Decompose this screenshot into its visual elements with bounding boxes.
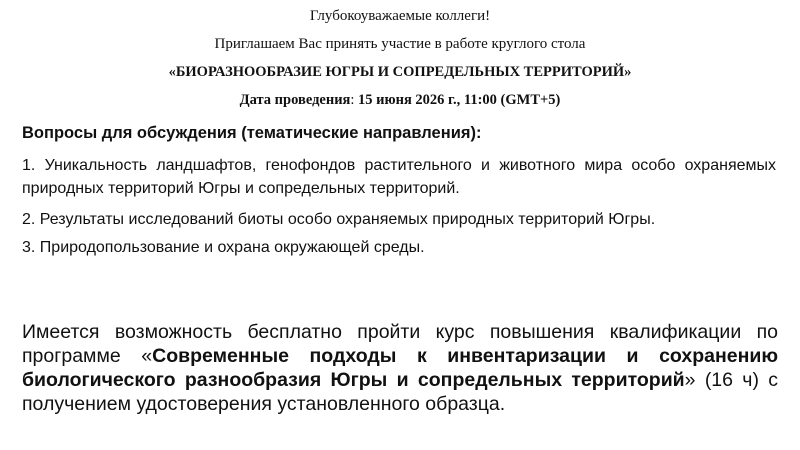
course-intro: Имеется возможность бесплатно пройти курс повышения квалификации по программе «	[22, 321, 778, 367]
topic-item: 1. Уникальность ландшафтов, генофондов растительного и животного мира особо охраняемых природных территорий Югры и сопредельных территорий.	[22, 157, 776, 197]
course-outro: » (16 ч) с получением удостоверения установленного образца.	[22, 369, 778, 415]
course-paragraph	[22, 320, 778, 416]
greeting: Глубокоуважаемые коллеги!	[309, 8, 491, 24]
topic-item: 3. Природопользование и охрана окружающей среды.	[22, 239, 425, 256]
event-date: Дата проведения: 15 июня 2026 г., 11:00 (GMT+5)	[239, 92, 561, 108]
topics-title: Вопросы для обсуждения (тематические направления):	[22, 124, 482, 142]
invitation-line: Приглашаем Вас принять участие в работе круглого стола	[214, 36, 586, 52]
topic-item: 2. Результаты исследований биоты особо охраняемых природных территорий Югры.	[22, 211, 656, 228]
date-value: 15 июня 2026 г., 11:00 (GMT+5)	[358, 92, 561, 108]
date-label: Дата проведения	[239, 92, 351, 108]
course-program-title: Современные подходы к инвентаризации и сохранению биологического разнообразия Югры и сопредельных территорий	[22, 345, 778, 391]
event-title: «БИОРАЗНООБРАЗИЕ ЮГРЫ И СОПРЕДЕЛЬНЫХ ТЕРРИТОРИЙ»	[168, 64, 632, 80]
